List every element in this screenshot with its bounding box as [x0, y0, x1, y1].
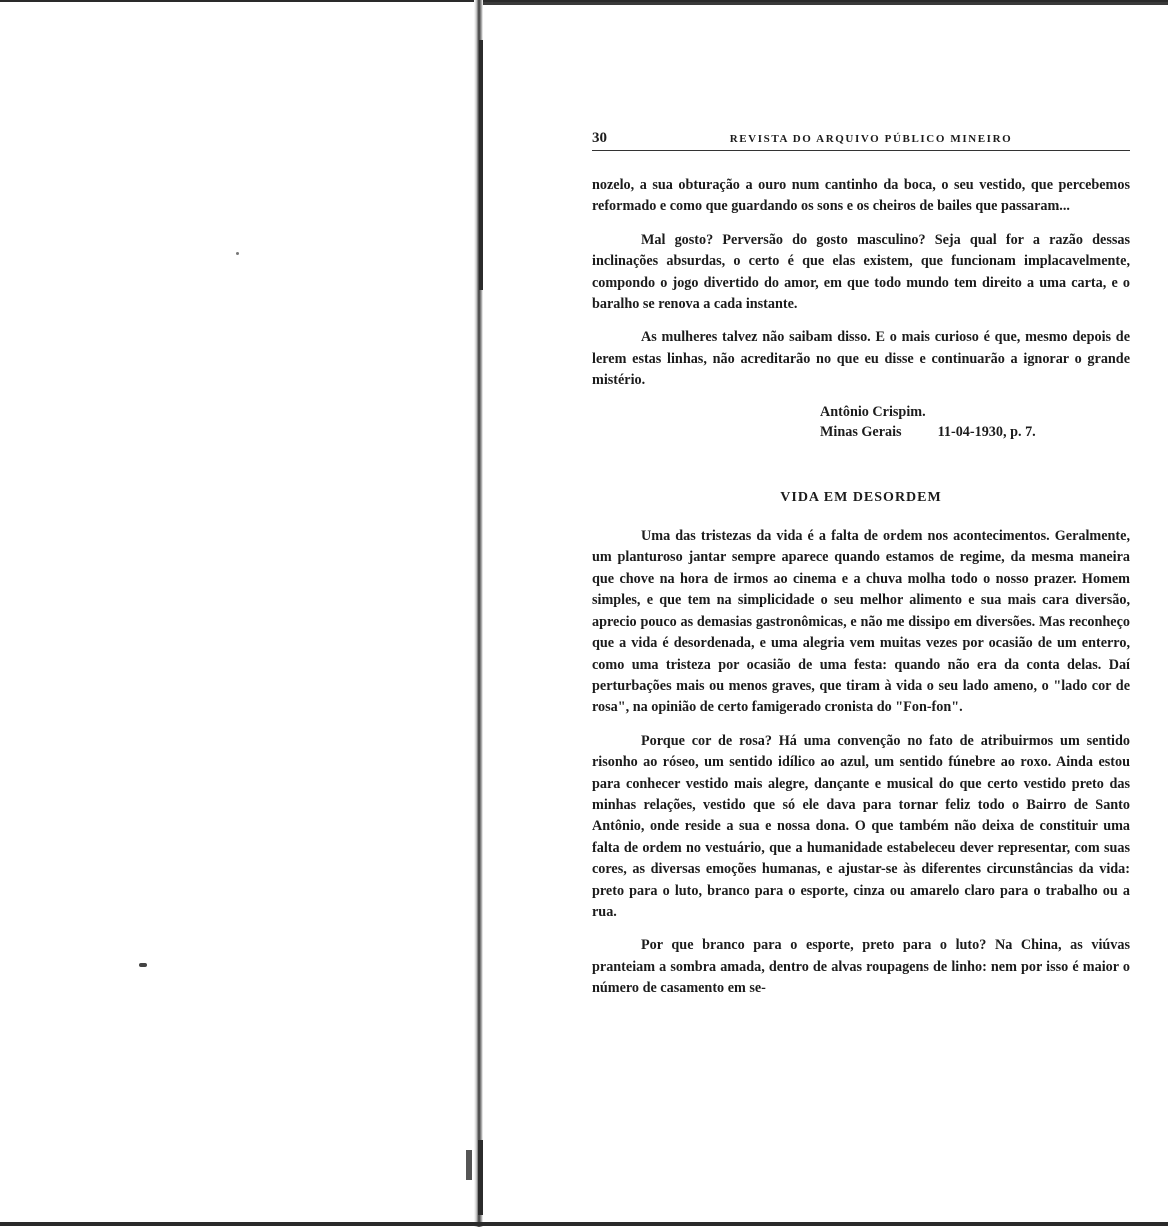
page-body: [592, 175, 1130, 1000]
paragraph: Uma das tristezas da vida é a falta de ordem nos acontecimentos. Geralmente, um planturoso jantar sempre aparece quando estamos de regime, da mesma maneira que chove na hora de irmos ao cinema e a chuva molha todo o nosso prazer. Homem simples, e que tem na simplicidade o seu melhor alimento e sua mais cara diversão, aprecio pouco as demasias gastronômicas, e não me dissipo em diversões. Mas reconheço que a vida é desordenada, e uma alegria vem muitas vezes por ocasião de um enterro, como uma tristeza por ocasião de uma festa: quando não era da conta delas. Daí perturbações mais ou menos graves, que tiram à vida o seu lado ameno, o "lado cor de rosa", na opinião de certo famigerado cronista do "Fon-fon".: [592, 528, 1130, 716]
signature-block: [820, 402, 1130, 442]
scan-bottom-edge: [0, 1222, 1168, 1226]
signature-source-line: [820, 422, 1130, 442]
signature-reference: 11-04-1930, p. 7.: [937, 423, 1036, 440]
paragraph: Mal gosto? Perversão do gosto masculino? Seja qual for a razão dessas inclinações absurdas, o certo é que elas existem, que funcionam implacavelmente, compondo o jogo divertido do amor, em que todo mundo tem direito a uma carta, e o baralho se renova a cada instante.: [592, 231, 1130, 313]
book-page: [592, 128, 1130, 1012]
running-title: REVISTA DO ARQUIVO PÚBLICO MINEIRO: [729, 133, 1013, 145]
paragraph: Por que branco para o esporte, preto para o luto? Na China, as viúvas pranteiam a sombra amada, dentro de alvas roupagens de linho: nem por isso é maior o número de casamento em se-: [592, 937, 1130, 997]
paragraph: Porque cor de rosa? Há uma convenção no fato de atribuirmos um sentido risonho ao róseo, um sentido idílico ao azul, um sentido fúnebre ao roxo. Ainda estou para conhecer vestido mais alegre, dançante e musical do que certo vestido preto das minhas relações, vestido que só ele dava para tornar feliz todo o Bairro de Santo Antônio, onde reside a sua e nossa dona. O que também não deixa de constituir uma falta de ordem no vestuário, que a humanidade estabeleceu dever representar, com suas cores, as diversas emoções humanas, e ajustar-se às diferentes circunstâncias da vida: preto para o luto, branco para o esporte, cinza ou amarelo claro para o trabalho ou a rua.: [592, 732, 1130, 920]
article-title: VIDA EM DESORDEM: [780, 489, 942, 505]
scan-speck: [236, 252, 239, 255]
signature-author: Antônio Crispim.: [820, 403, 926, 420]
spine-dark-mark: [479, 40, 483, 290]
paragraph: nozelo, a sua obturação a ouro num cantinho da boca, o seu vestido, que percebemos reformado e como que guardando os sons e os cheiros de bailes que passaram...: [592, 177, 1130, 215]
spine-binding-mark: [466, 1150, 472, 1180]
paragraph: As mulheres talvez não saibam disso. E o mais curioso é que, mesmo depois de lerem estas linhas, não acreditarão no que eu disse e continuarão a ignorar o grande mistério.: [592, 329, 1130, 389]
scan-top-edge-right: [478, 2, 1168, 5]
page-number: 30: [592, 130, 607, 146]
spine-dark-mark-bottom: [478, 1140, 483, 1215]
scan-speck: [139, 963, 147, 967]
page-header: [592, 128, 1130, 151]
signature-source: Minas Gerais: [820, 423, 902, 440]
